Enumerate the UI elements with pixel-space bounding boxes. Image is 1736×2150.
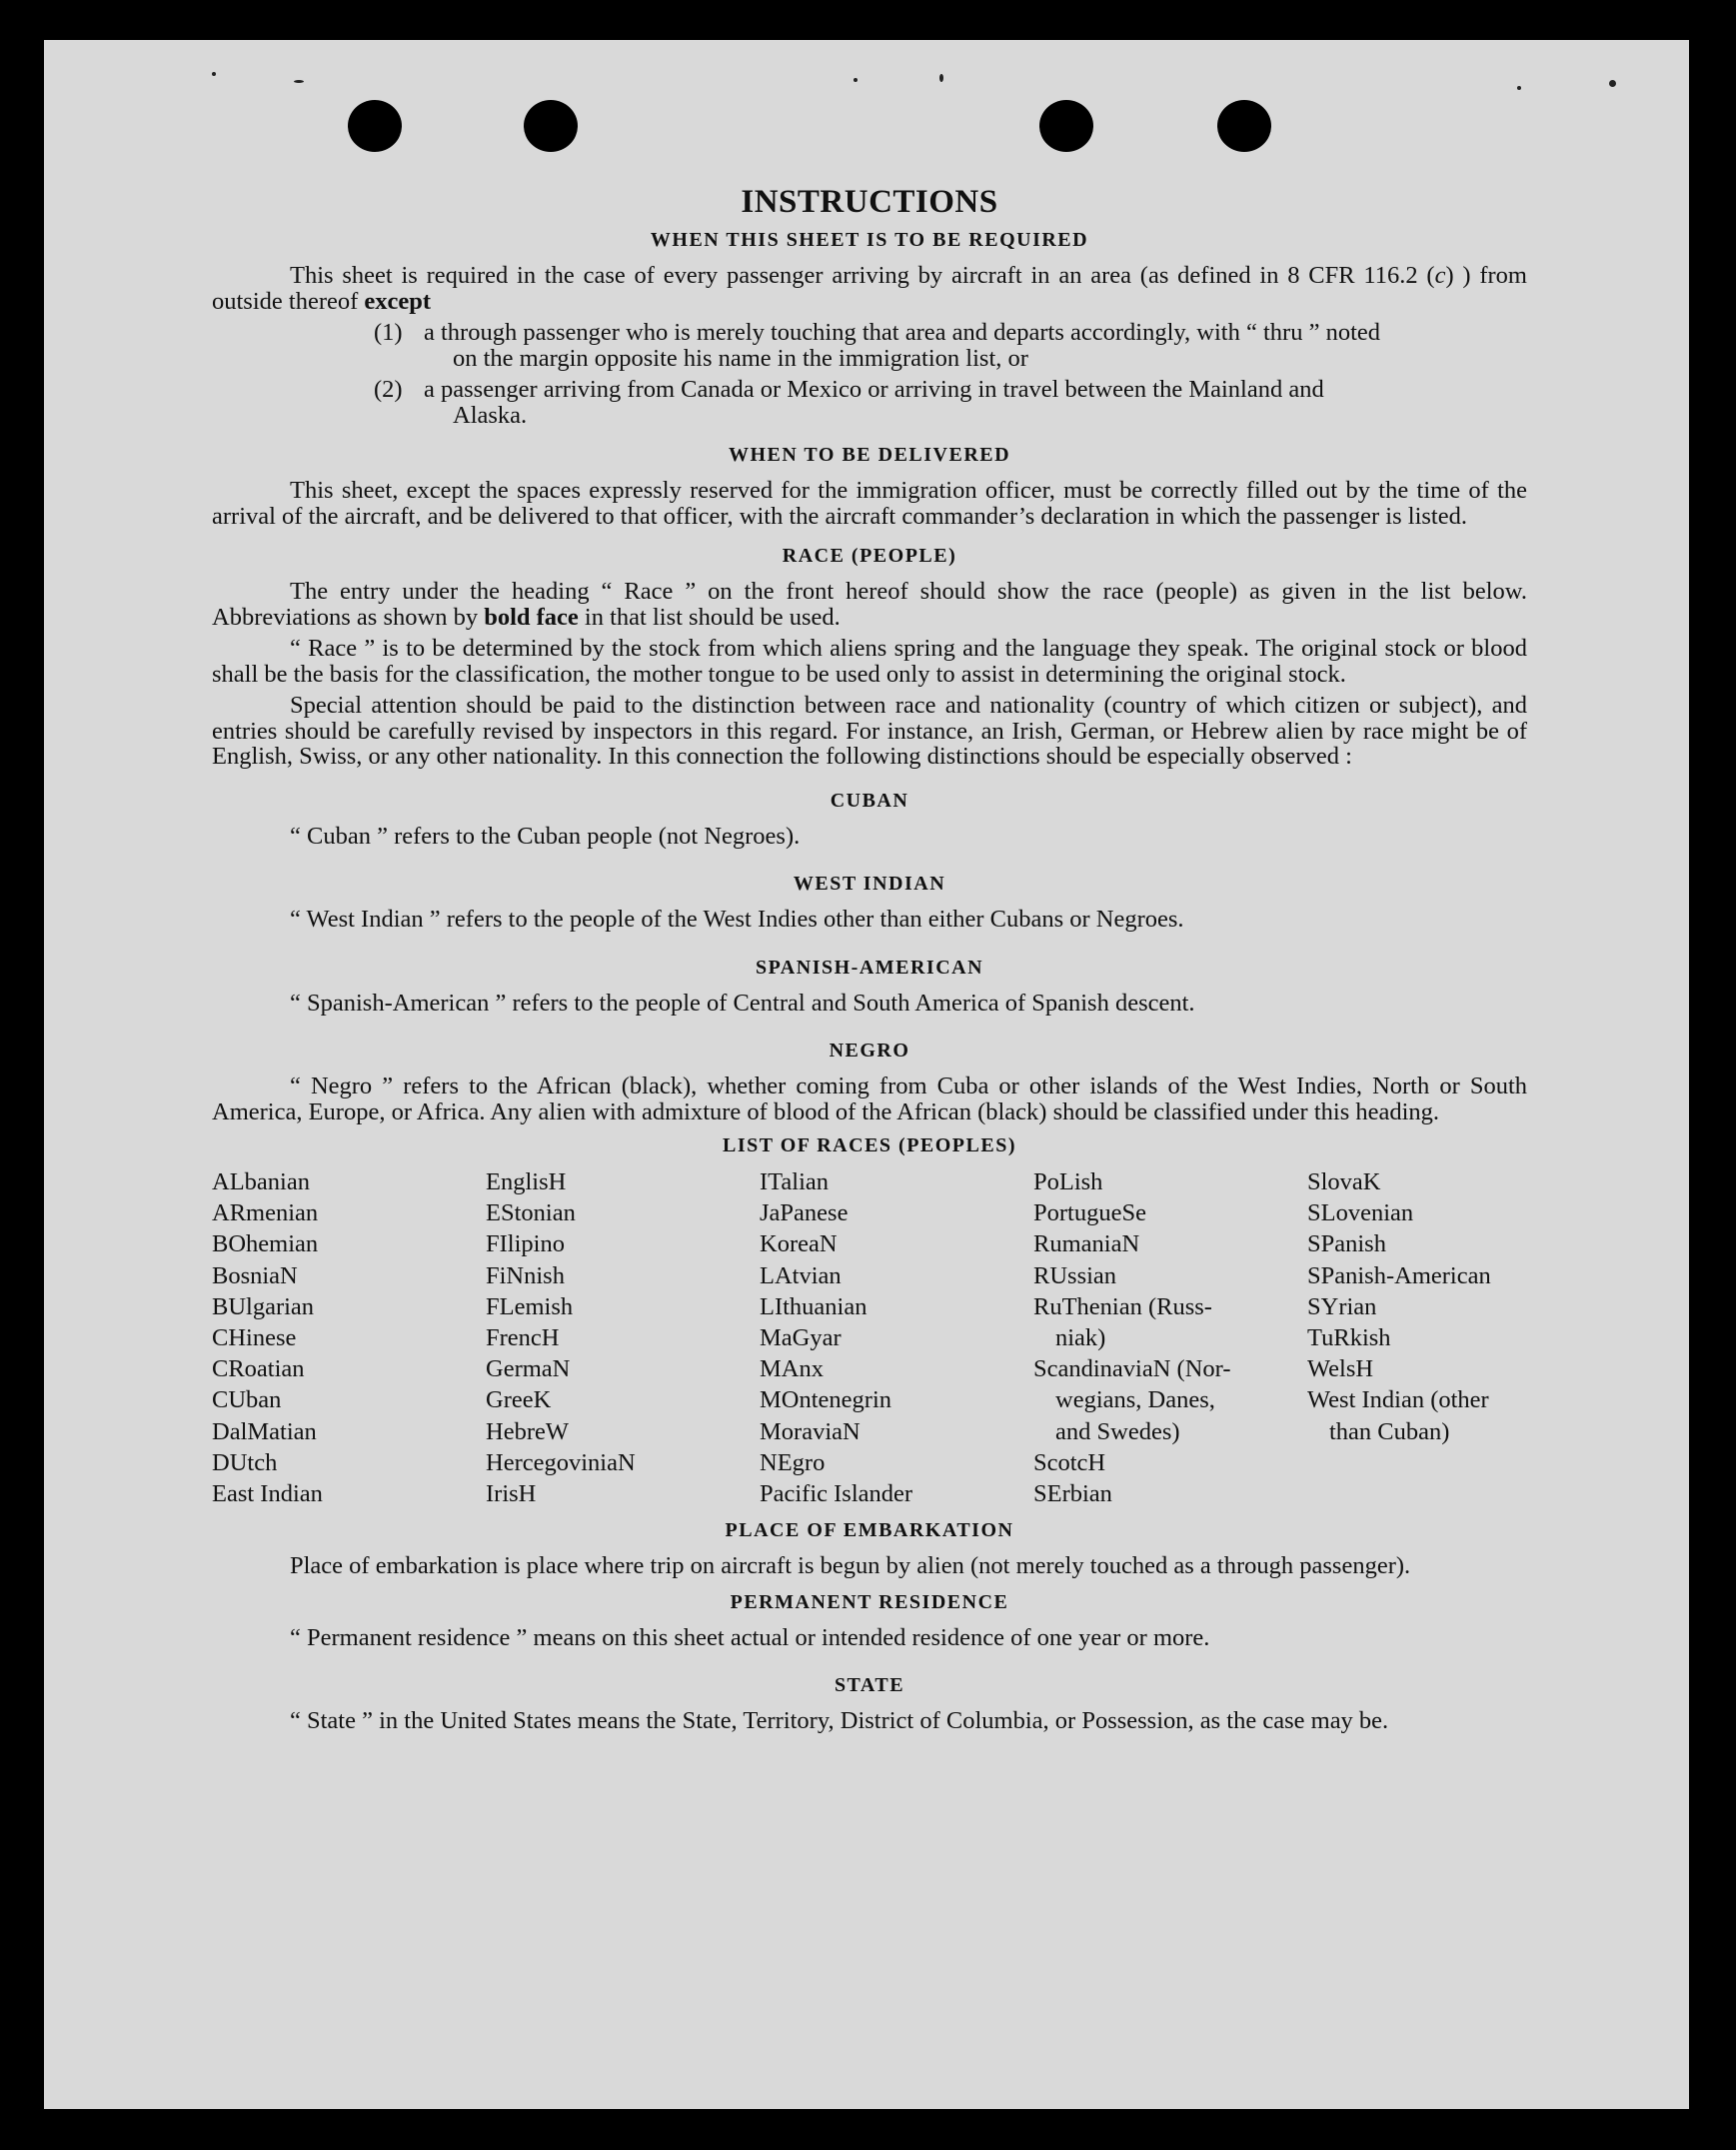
required-intro: This sheet is required in the case of every passenger arriving by aircraft in an area (as defined in 8 CFR 116.2 (c) ) from outside thereof except — [212, 262, 1527, 315]
race-entry: CHinese — [212, 1323, 297, 1351]
race-entry: SYrian — [1307, 1292, 1377, 1320]
instructions-content — [212, 183, 1527, 1734]
race-entry: FrencH — [486, 1323, 560, 1351]
permanent-residence-text: “ Permanent residence ” means on this sheet actual or intended residence of one year or more. — [290, 1623, 1210, 1651]
race-entry: GermaN — [486, 1355, 571, 1383]
race-entry: ARmenian — [212, 1199, 319, 1227]
punch-hole — [524, 100, 578, 152]
race-entry: PoLish — [1033, 1168, 1103, 1195]
section-heading: WHEN TO BE DELIVERED — [728, 444, 1011, 466]
race-entry: LIthuanian — [760, 1292, 868, 1320]
race-paragraph: The entry under the heading “ Race ” on the front hereof should show the race (people) as given in the list below. Abbreviations as shown by bold face in that list should be used. — [212, 578, 1527, 631]
race-entry: RumaniaN — [1033, 1230, 1140, 1258]
section-heading: PLACE OF EMBARKATION — [725, 1519, 1014, 1542]
race-entry: FLemish — [486, 1292, 574, 1320]
section-heading: PERMANENT RESIDENCE — [730, 1590, 1009, 1613]
race-entry: SPanish-American — [1307, 1261, 1491, 1289]
race-entry: WelsH — [1307, 1355, 1374, 1383]
race-entry: TuRkish — [1307, 1323, 1391, 1351]
race-entry: West Indian (other than Cuban) — [1307, 1386, 1489, 1445]
race-entry: BosniaN — [212, 1261, 298, 1289]
section-heading: WEST INDIAN — [793, 873, 946, 895]
race-entry: ITalian — [760, 1168, 830, 1195]
race-entry: RuThenian (Russ- niak) — [1033, 1292, 1212, 1351]
section-heading: SPANISH-AMERICAN — [755, 956, 984, 979]
section-heading: STATE — [834, 1674, 905, 1697]
paper-speck — [1517, 86, 1521, 90]
exception-item: (2) a passenger arriving from Canada or Mexico or arriving in travel between the Mainland and Alaska. — [374, 376, 1324, 429]
races-column — [486, 1166, 760, 1509]
race-entry: NEgro — [760, 1448, 826, 1476]
race-entry: GreeK — [486, 1386, 552, 1414]
race-entry: KoreaN — [760, 1230, 838, 1258]
races-column — [760, 1166, 1033, 1509]
race-entry: Pacific Islander — [760, 1479, 913, 1507]
race-entry: RUssian — [1033, 1261, 1117, 1289]
race-entry: PortugueSe — [1033, 1199, 1146, 1227]
race-entry: BUlgarian — [212, 1292, 315, 1320]
race-entry: MOntenegrin — [760, 1386, 891, 1414]
section-heading: RACE (PEOPLE) — [782, 545, 957, 567]
race-entry: ALbanian — [212, 1168, 310, 1195]
race-entry: SErbian — [1033, 1479, 1112, 1507]
punch-hole — [1039, 100, 1093, 152]
race-entry: LAtvian — [760, 1261, 842, 1289]
section-heading: NEGRO — [829, 1040, 910, 1062]
race-paragraph: Special attention should be paid to the distinction between race and nationality (country of which citizen or subject), and entries should be carefully revised by inspectors in this regard. For instance, an Irish, German, or Hebrew alien by race might be of English, Swiss, or any other nationality. In this connection the following distinctions should be especially observed : — [212, 692, 1527, 770]
races-column — [1033, 1166, 1307, 1509]
race-entry: SLovenian — [1307, 1199, 1414, 1227]
race-entry: CRoatian — [212, 1355, 305, 1383]
punch-hole — [1217, 100, 1271, 152]
race-entry: DUtch — [212, 1448, 278, 1476]
race-entry: EStonian — [486, 1199, 576, 1227]
paper-speck — [854, 78, 858, 82]
race-entry: EnglisH — [486, 1168, 567, 1195]
race-entry: SlovaK — [1307, 1168, 1381, 1195]
race-entry: MAnx — [760, 1355, 824, 1383]
race-entry: DalMatian — [212, 1417, 317, 1445]
race-entry: ScotcH — [1033, 1448, 1106, 1476]
races-column — [1307, 1166, 1537, 1509]
section-heading: CUBAN — [830, 789, 909, 812]
section-heading: LIST OF RACES (PEOPLES) — [722, 1134, 1016, 1156]
delivered-text: This sheet, except the spaces expressly reserved for the immigration officer, must be correctly filled out by the time of the arrival of the aircraft, and be delivered to that officer, with the aircraft commander’s declaration in which the passenger is listed. — [212, 477, 1527, 530]
race-entry: CUban — [212, 1386, 282, 1414]
paper-speck — [294, 80, 304, 83]
state-text: “ State ” in the United States means the State, Territory, District of Columbia, or Possession, as the case may be. — [290, 1707, 1389, 1735]
race-entry: East Indian — [212, 1479, 323, 1507]
section-heading: WHEN THIS SHEET IS TO BE REQUIRED — [650, 229, 1089, 251]
page-title: INSTRUCTIONS — [741, 184, 998, 220]
punch-hole — [348, 100, 402, 152]
races-list — [212, 1166, 1527, 1509]
race-entry: SPanish — [1307, 1230, 1386, 1258]
cuban-text: “ Cuban ” refers to the Cuban people (not Negroes). — [290, 822, 801, 850]
race-paragraph: “ Race ” is to be determined by the stock from which aliens spring and the language they speak. The original stock or blood shall be the basis for the classification, the mother tongue to be used only to assist in determining the original stock. — [212, 635, 1527, 688]
spanish-american-text: “ Spanish-American ” refers to the people of Central and South America of Spanish descent. — [290, 989, 1195, 1017]
race-entry: ScandinaviaN (Nor- wegians, Danes, and Swedes) — [1033, 1355, 1231, 1445]
race-entry: HebreW — [486, 1417, 569, 1445]
races-column — [212, 1166, 486, 1509]
race-entry: FiNnish — [486, 1261, 565, 1289]
exception-item: (1) a through passenger who is merely touching that area and departs accordingly, with “ thru ” noted on the margin opposite his name in the immigration list, or — [374, 319, 1381, 372]
west-indian-text: “ West Indian ” refers to the people of the West Indies other than either Cubans or Negroes. — [290, 906, 1184, 933]
race-entry: HercegoviniaN — [486, 1448, 636, 1476]
paper-speck — [1609, 80, 1616, 87]
embarkation-text: Place of embarkation is place where trip on aircraft is begun by alien (not merely touched as a through passenger). — [290, 1552, 1411, 1580]
race-entry: JaPanese — [760, 1199, 849, 1227]
paper-speck — [939, 74, 943, 82]
negro-text: “ Negro ” refers to the African (black), whether coming from Cuba or other islands of the West Indies, North or South America, Europe, or Africa. Any alien with admixture of blood of the African (black) should be classified under this heading. — [212, 1073, 1527, 1125]
race-entry: MoraviaN — [760, 1417, 861, 1445]
paper-speck — [212, 72, 216, 76]
race-entry: MaGyar — [760, 1323, 842, 1351]
race-entry: FIlipino — [486, 1230, 565, 1258]
race-entry: IrisH — [486, 1479, 537, 1507]
race-entry: BOhemian — [212, 1230, 319, 1258]
